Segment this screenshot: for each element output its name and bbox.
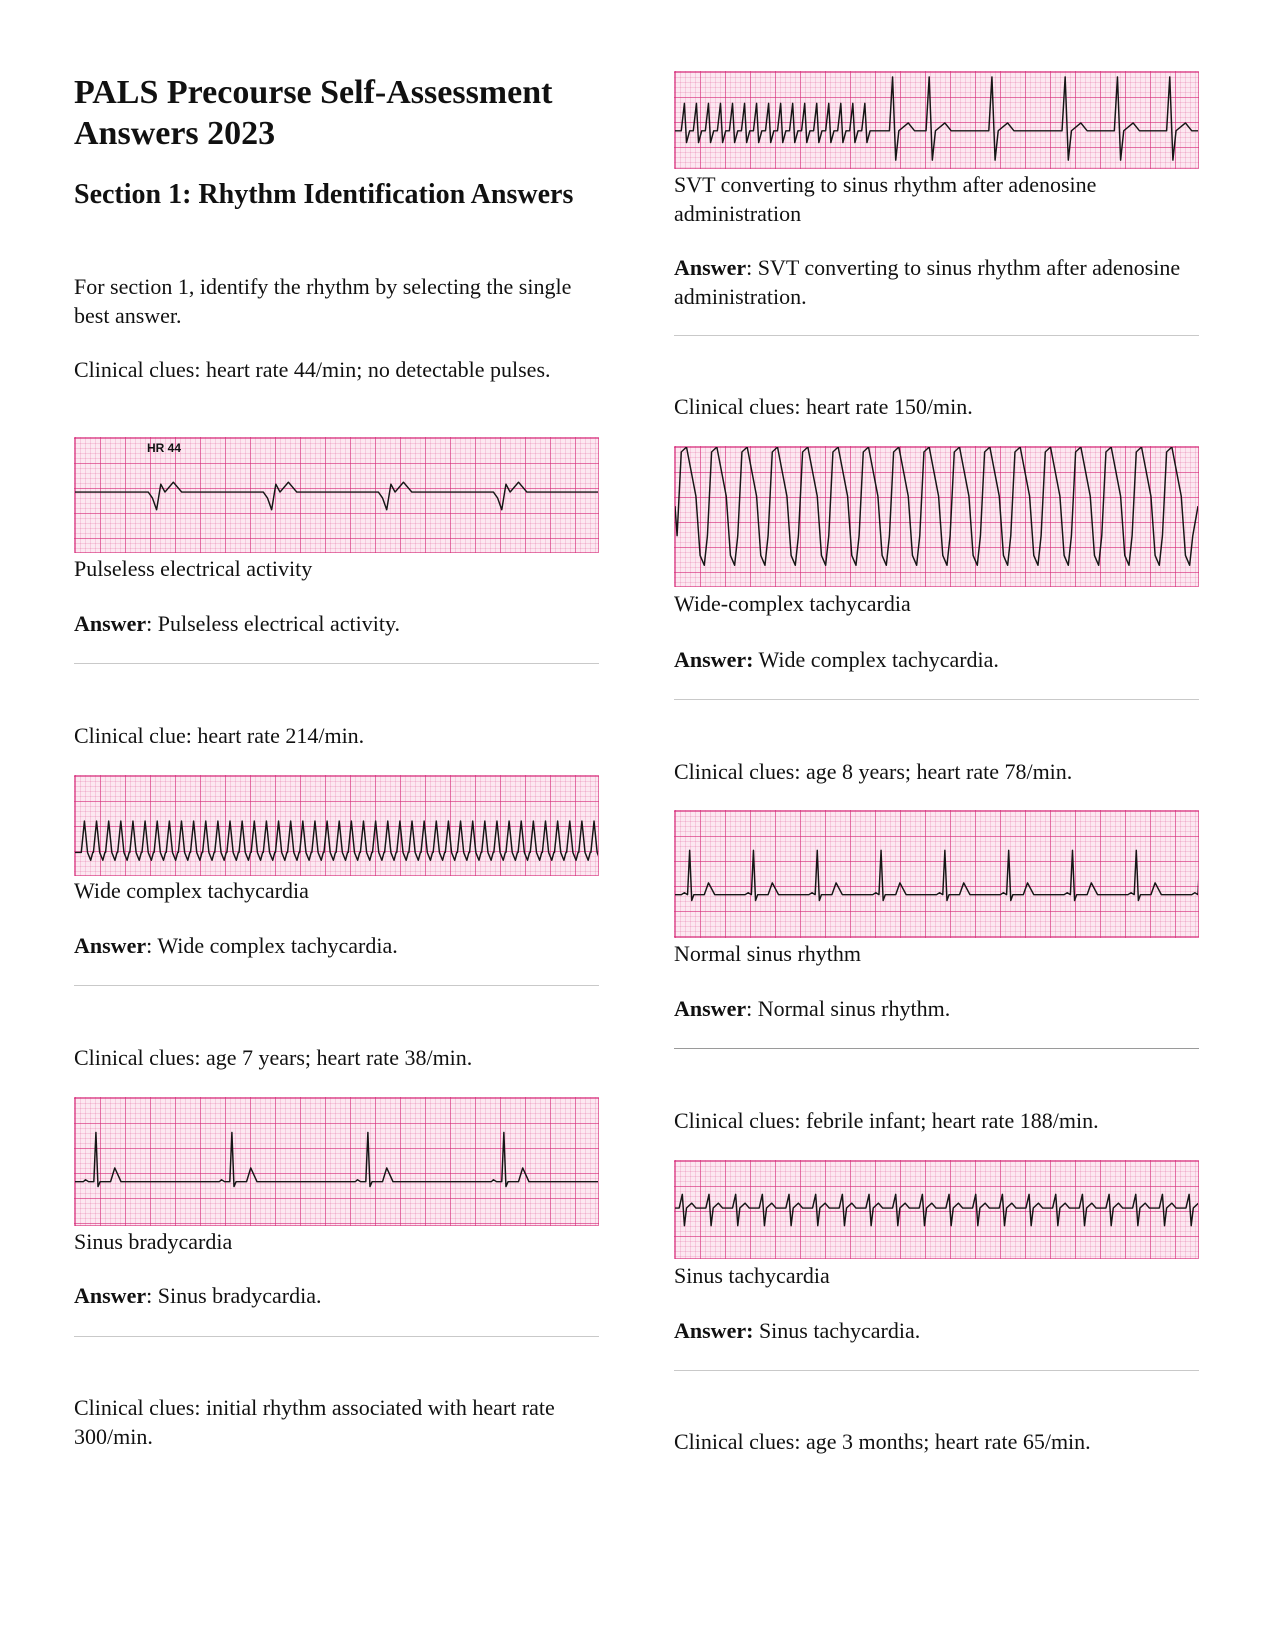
clinical-clue: Clinical clue: heart rate 214/min. bbox=[74, 723, 365, 748]
clinical-clue: Clinical clues: febrile infant; heart rate 188/min. bbox=[674, 1108, 1099, 1133]
answer-label: Answer: bbox=[674, 1318, 754, 1343]
rhythm-caption: Wide-complex tachycardia bbox=[674, 591, 911, 616]
ecg-trace bbox=[675, 72, 1198, 168]
answer-label: Answer bbox=[674, 996, 747, 1021]
section-heading: Section 1: Rhythm Identification Answers bbox=[74, 179, 574, 210]
ecg-trace bbox=[75, 1098, 598, 1225]
ecg-strip-pea bbox=[74, 437, 599, 553]
answer-line bbox=[674, 994, 1199, 1023]
ecg-trace bbox=[675, 1161, 1198, 1258]
divider bbox=[74, 663, 599, 664]
ecg-strip-sinus-brady bbox=[74, 1097, 599, 1226]
ecg-strip-sinus-tachy bbox=[674, 1160, 1199, 1259]
answer-label: Answer bbox=[74, 933, 147, 958]
answer-line bbox=[74, 931, 599, 960]
clinical-clue: Clinical clues: heart rate 150/min. bbox=[674, 394, 973, 419]
answer-label: Answer bbox=[674, 255, 747, 280]
divider bbox=[674, 1048, 1199, 1049]
answer-text: : Pulseless electrical activity. bbox=[146, 611, 401, 636]
answer-label: Answer bbox=[74, 611, 147, 636]
answer-line bbox=[674, 1316, 1199, 1345]
answer-label: Answer bbox=[74, 1283, 147, 1308]
rhythm-caption: Sinus tachycardia bbox=[674, 1263, 830, 1288]
answer-text: : SVT converting to sinus rhythm after adenosine administration. bbox=[674, 255, 1181, 309]
answer-text: Wide complex tachycardia. bbox=[753, 647, 999, 672]
clinical-clue: Clinical clues: initial rhythm associated with heart rate 300/min. bbox=[74, 1395, 555, 1449]
answer-label: Answer: bbox=[674, 647, 754, 672]
answer-text: : Sinus bradycardia. bbox=[146, 1283, 322, 1308]
answer-line bbox=[674, 253, 1199, 311]
clinical-clue: Clinical clues: heart rate 44/min; no detectable pulses. bbox=[74, 357, 551, 382]
rhythm-caption: Sinus bradycardia bbox=[74, 1229, 233, 1254]
answer-text: : Normal sinus rhythm. bbox=[746, 996, 951, 1021]
divider bbox=[74, 1336, 599, 1337]
divider bbox=[674, 335, 1199, 336]
clinical-clue: Clinical clues: age 8 years; heart rate 78/min. bbox=[674, 759, 1073, 784]
divider bbox=[674, 699, 1199, 700]
answer-text: Sinus tachycardia. bbox=[753, 1318, 921, 1343]
document-title: PALS Precourse Self-Assessment Answers 2023 bbox=[74, 74, 553, 152]
answer-line bbox=[674, 645, 1199, 674]
clinical-clue: Clinical clues: age 7 years; heart rate 38/min. bbox=[74, 1045, 473, 1070]
ecg-strip-wide-complex-2 bbox=[674, 446, 1199, 587]
ecg-trace bbox=[675, 447, 1198, 586]
ecg-strip-normal-sinus bbox=[674, 810, 1199, 938]
clinical-clue: Clinical clues: age 3 months; heart rate 65/min. bbox=[674, 1429, 1091, 1454]
answer-line bbox=[74, 1281, 599, 1310]
section-intro: For section 1, identify the rhythm by selecting the single best answer. bbox=[74, 274, 572, 328]
answer-text: : Wide complex tachycardia. bbox=[146, 933, 398, 958]
ecg-trace bbox=[675, 811, 1198, 937]
divider bbox=[674, 1370, 1199, 1371]
rhythm-caption: SVT converting to sinus rhythm after adenosine administration bbox=[674, 172, 1097, 226]
ecg-strip-svt-conversion bbox=[674, 71, 1199, 169]
ecg-trace bbox=[75, 776, 598, 875]
ecg-trace bbox=[75, 438, 598, 552]
heart-rate-label: HR 44 bbox=[147, 441, 182, 455]
rhythm-caption: Normal sinus rhythm bbox=[674, 941, 861, 966]
ecg-strip-wide-complex bbox=[74, 775, 599, 876]
answer-line bbox=[74, 609, 599, 638]
divider bbox=[74, 985, 599, 986]
rhythm-caption: Pulseless electrical activity bbox=[74, 556, 313, 581]
rhythm-caption: Wide complex tachycardia bbox=[74, 878, 309, 903]
